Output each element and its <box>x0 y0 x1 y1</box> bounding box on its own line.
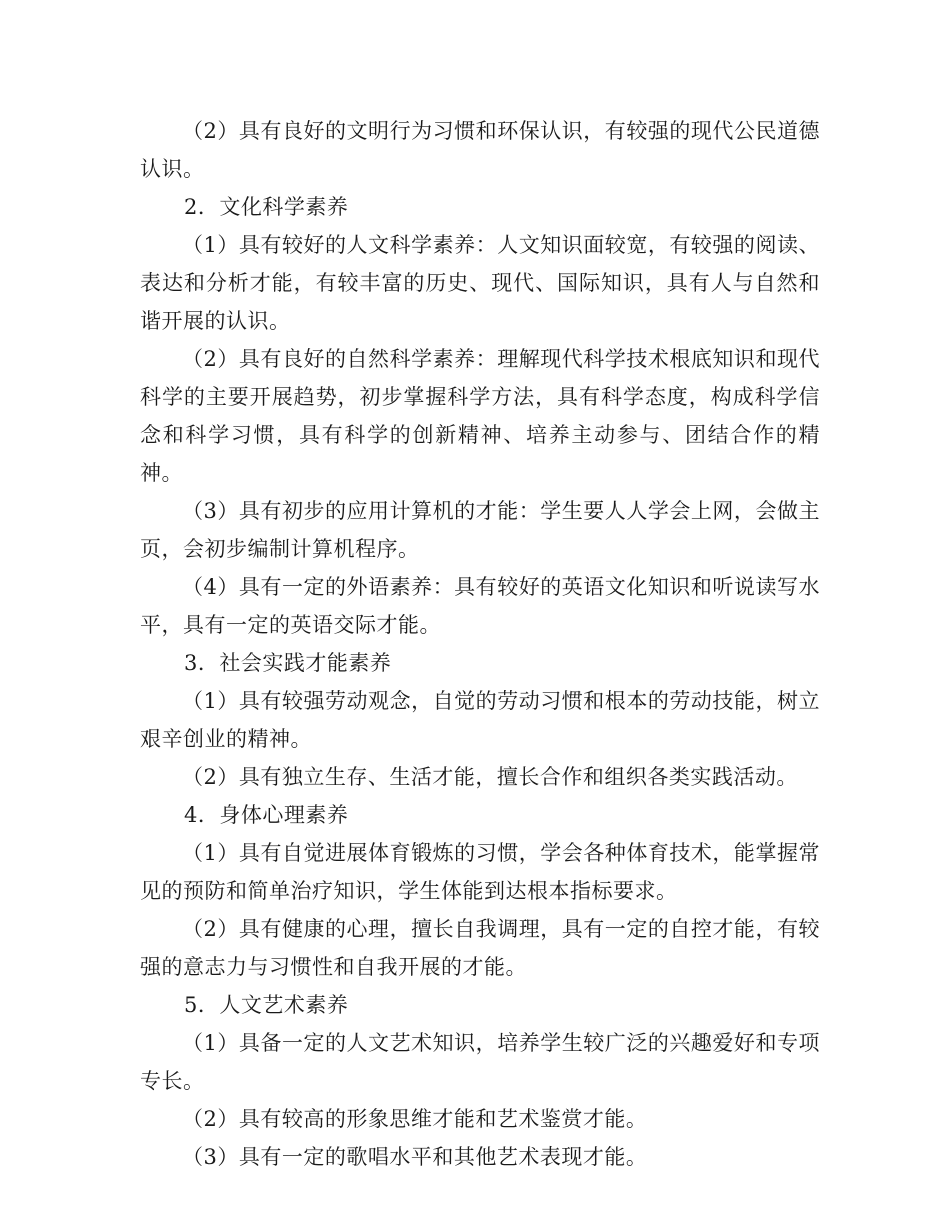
paragraph-natural-science: （2）具有良好的自然科学素养：理解现代科学技术根底知识和现代科学的主要开展趋势，初步掌握科学方法，具有科学态度，构成科学信念和科学习惯，具有科学的创新精神、培养主动参与、团结合作的精神。 <box>140 347 820 485</box>
paragraph-singing: （3）具有一定的歌唱水平和其他艺术表现才能。 <box>182 1145 648 1169</box>
section-heading-culture-science: 2．文化科学素养 <box>184 195 349 219</box>
section-heading-arts: 5．人文艺术素养 <box>184 993 349 1017</box>
paragraph-humanities: （1）具有较好的人文科学素养：人文知识面较宽，有较强的阅读、表达和分析才能，有较丰富的历史、现代、国际知识，具有人与自然和谐开展的认识。 <box>140 233 820 333</box>
paragraph-computer-skills: （3）具有初步的应用计算机的才能：学生要人人学会上网，会做主页，会初步编制计算机程序。 <box>140 499 820 561</box>
paragraph-arts-knowledge: （1）具备一定的人文艺术知识，培养学生较广泛的兴趣爱好和专项专长。 <box>140 1031 820 1093</box>
section-heading-social-practice: 3．社会实践才能素养 <box>184 651 392 675</box>
paragraph-civic-awareness: （2）具有良好的文明行为习惯和环保认识，有较强的现代公民道德认识。 <box>140 119 820 181</box>
paragraph-mental-health: （2）具有健康的心理，擅长自我调理，具有一定的自控才能，有较强的意志力与习惯性和自我开展的才能。 <box>140 917 820 979</box>
section-heading-physical-mental: 4．身体心理素养 <box>184 803 349 827</box>
paragraph-foreign-language: （4）具有一定的外语素养：具有较好的英语文化知识和听说读写水平，具有一定的英语交际才能。 <box>140 575 820 637</box>
document-page <box>140 112 820 1176</box>
paragraph-physical-exercise: （1）具有自觉进展体育锻炼的习惯，学会各种体育技术，能掌握常见的预防和简单治疗知识，学生体能到达根本指标要求。 <box>140 841 820 903</box>
paragraph-imagery-appreciation: （2）具有较高的形象思维才能和艺术鉴赏才能。 <box>182 1107 648 1131</box>
paragraph-labor: （1）具有较强劳动观念，自觉的劳动习惯和根本的劳动技能，树立艰辛创业的精神。 <box>140 689 820 751</box>
paragraph-independent-living: （2）具有独立生存、生活才能，擅长合作和组织各类实践活动。 <box>182 765 798 789</box>
